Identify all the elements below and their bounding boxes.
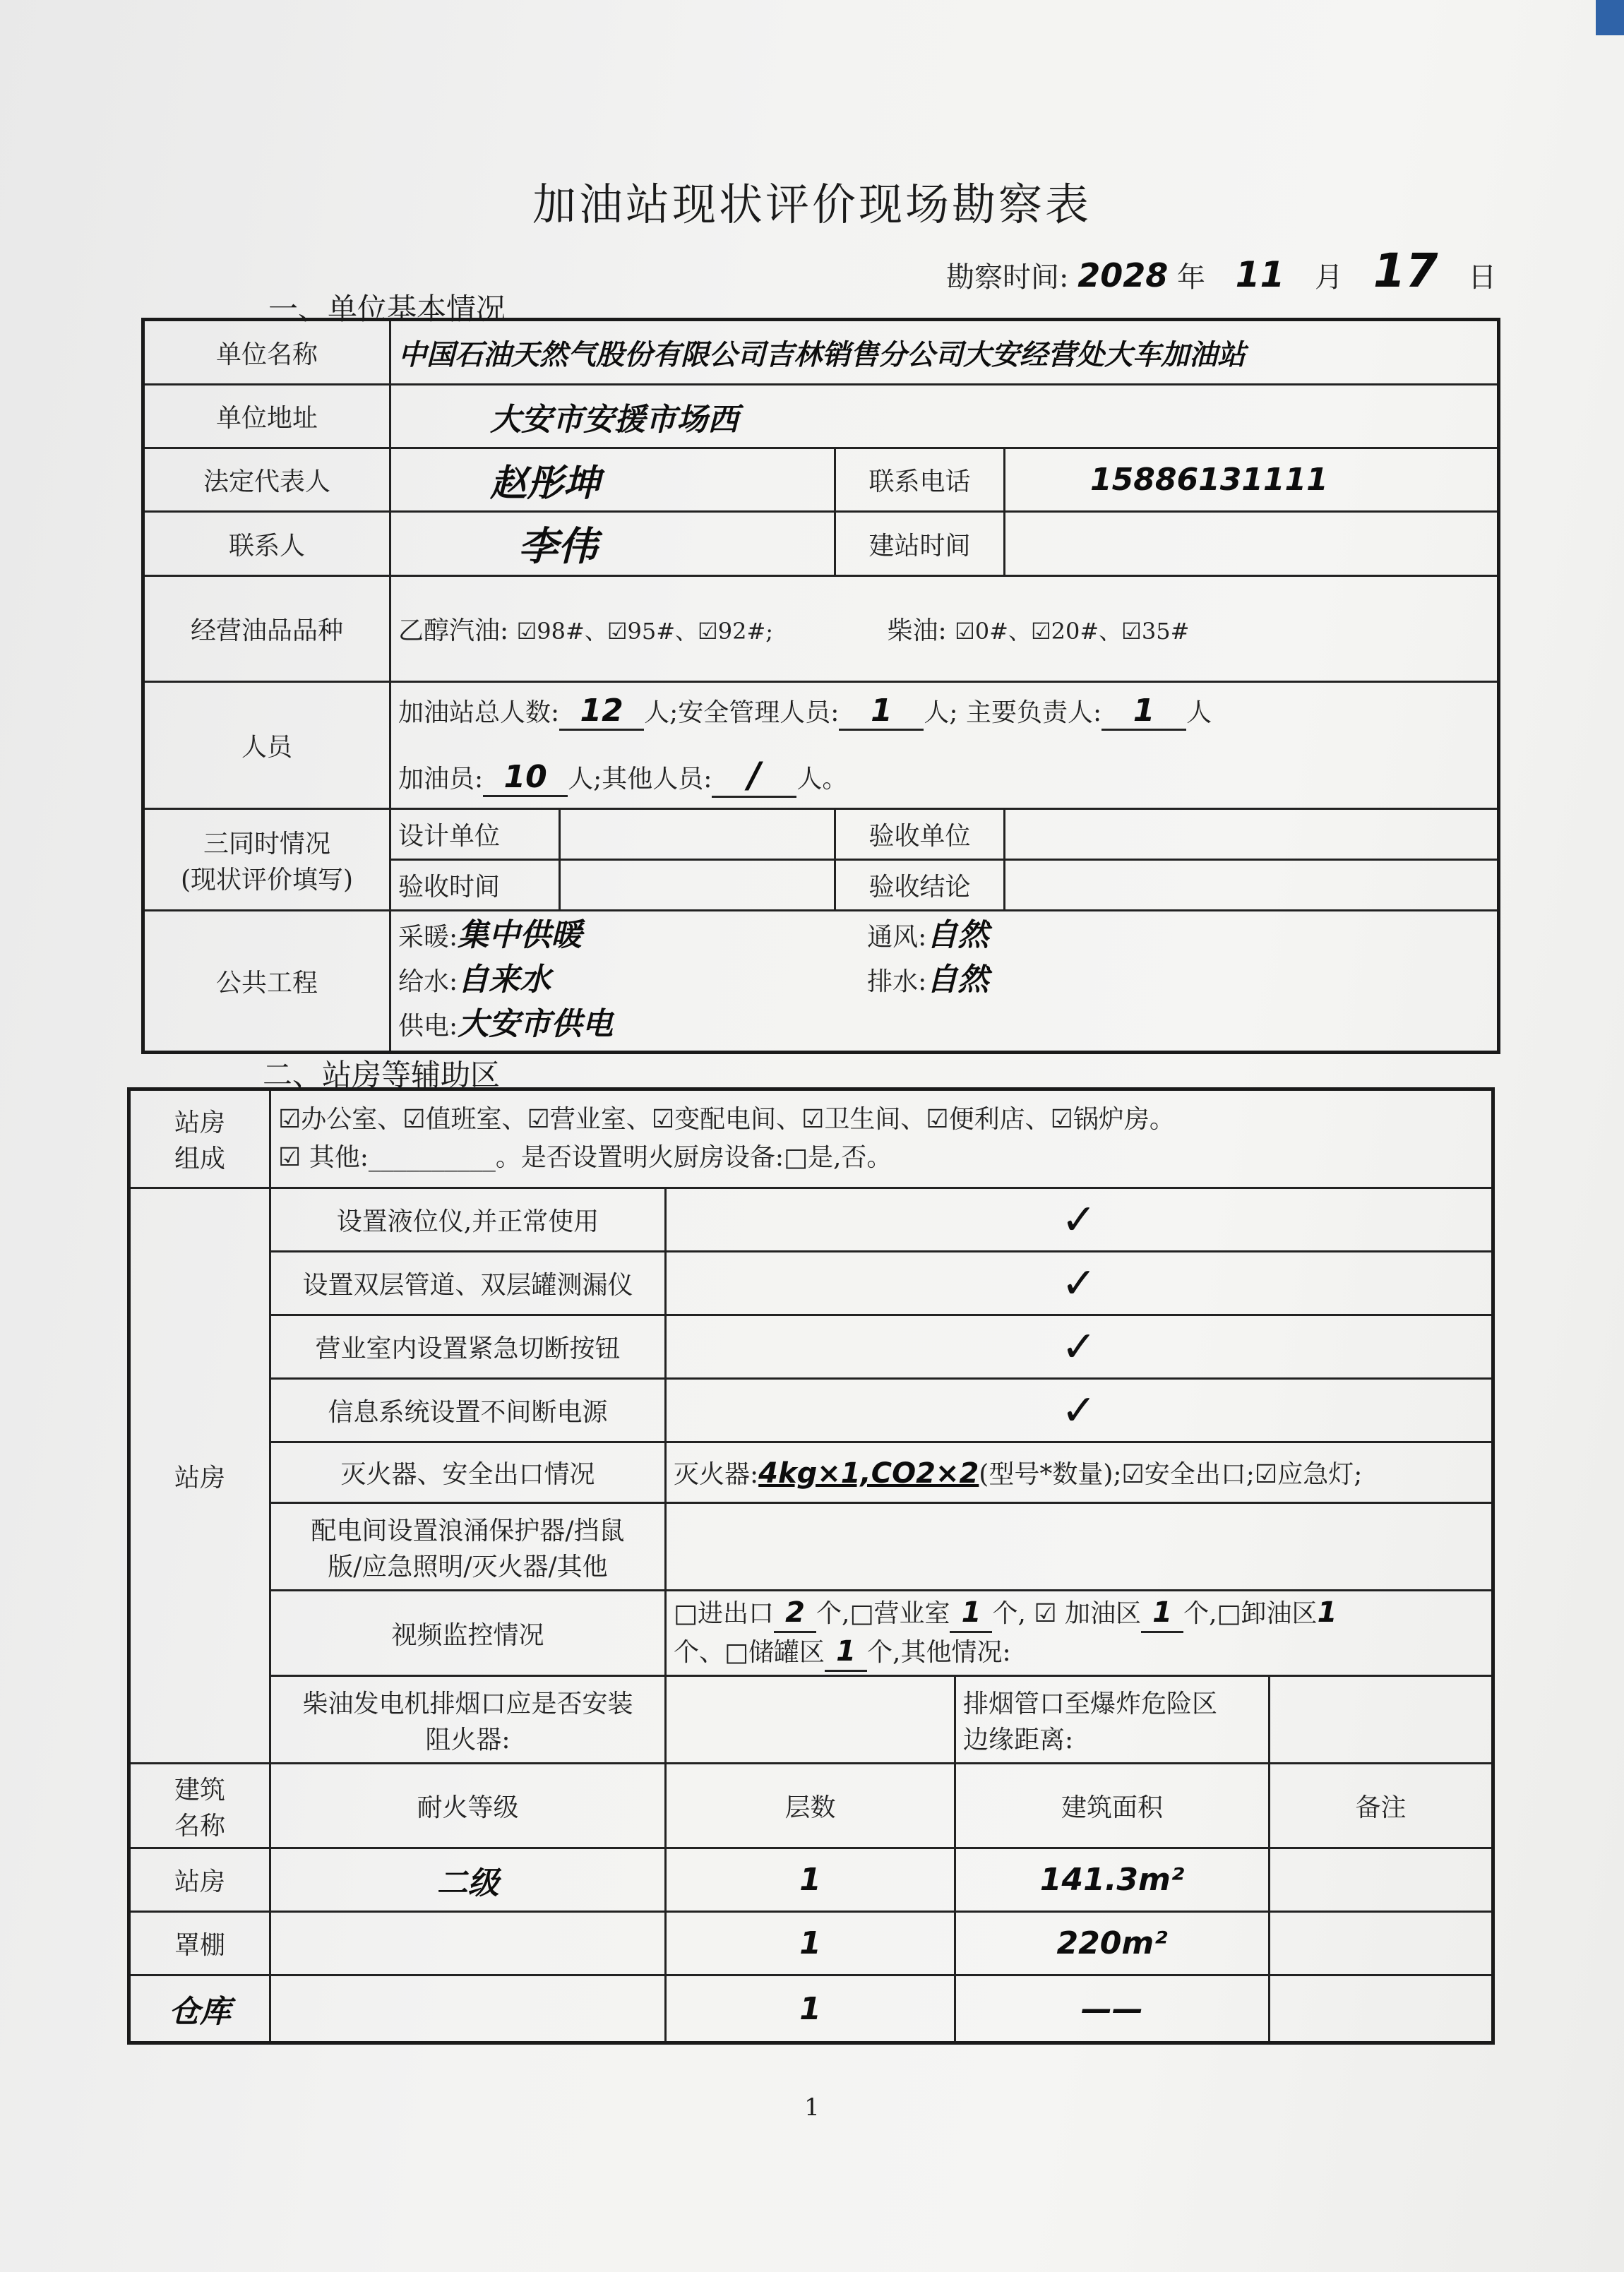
accept-conclusion-value — [1005, 860, 1499, 911]
power-room-label-line1: 配电间设置浪涌保护器/挡鼠 — [311, 1516, 625, 1545]
station-table — [127, 1087, 1495, 2045]
power-supply-value: 大安市供电 — [458, 1006, 614, 1042]
address-label: 单位地址 — [143, 385, 390, 448]
item-emergency-button-check — [666, 1315, 1493, 1379]
item-ups-label: 信息系统设置不间断电源 — [270, 1379, 666, 1442]
fire-exit-label: 灭火器、安全出口情况 — [270, 1442, 666, 1503]
diesel-label: 柴油: — [887, 616, 947, 645]
building-grade — [270, 1975, 666, 2043]
accept-time-label: 验收时间 — [390, 860, 560, 911]
table-row — [129, 1848, 1493, 1912]
building-floors: 1 — [666, 1848, 955, 1912]
survey-month: 11 — [1235, 254, 1285, 295]
building-name-header — [129, 1764, 270, 1848]
contact-label: 联系人 — [143, 512, 390, 576]
phone-label: 联系电话 — [835, 448, 1005, 512]
floors-header: 层数 — [666, 1764, 955, 1848]
ventilation-label: 通风: — [867, 923, 927, 952]
drainage-value: 自然 — [926, 962, 989, 998]
fire-exit-details — [666, 1442, 1493, 1503]
legal-rep-value: 赵彤坤 — [390, 448, 835, 512]
table-row — [129, 1912, 1493, 1975]
water-supply-label: 给水: — [398, 967, 458, 996]
video-tank-label: 个、□储罐区 — [674, 1638, 825, 1667]
composition-line2: ☑ 其他:__________。是否设置明火厨房设备:□是,否。 — [278, 1143, 892, 1172]
generator-label-line1: 柴油发电机排烟口应是否安装 — [302, 1689, 633, 1718]
composition-label — [129, 1089, 270, 1188]
oil-label: 经营油品品种 — [143, 576, 390, 682]
video-sales-label: 个,□营业室 — [816, 1599, 950, 1628]
three-label-line1: 三同时情况 — [203, 829, 330, 859]
building-remark — [1270, 1848, 1493, 1912]
public-works-label: 公共工程 — [143, 911, 390, 1053]
building-grade: 二级 — [270, 1848, 666, 1912]
ventilation-value: 自然 — [926, 917, 989, 953]
video-details — [666, 1591, 1493, 1676]
main-staff-unit: 人 — [1186, 698, 1212, 727]
fueler-value: 10 — [483, 759, 568, 797]
survey-year: 2028 — [1077, 256, 1169, 294]
item-ups-check — [666, 1379, 1493, 1442]
building-name: 站房 — [129, 1848, 270, 1912]
accept-unit-value — [1005, 809, 1499, 860]
build-time-label: 建站时间 — [835, 512, 1005, 576]
generator-label — [270, 1676, 666, 1764]
building-name: 仓库 — [129, 1975, 270, 2043]
building-grade — [270, 1912, 666, 1975]
video-unload-label: 个,□卸油区 — [1183, 1599, 1318, 1628]
power-room-value — [666, 1503, 1493, 1591]
power-supply-label: 供电: — [398, 1012, 458, 1041]
station-label: 站房 — [129, 1188, 270, 1764]
main-staff-value: 1 — [1101, 693, 1186, 731]
survey-day: 17 — [1373, 244, 1438, 298]
section1-title: 一、单位基本情况 — [268, 292, 506, 326]
building-floors: 1 — [666, 1975, 955, 2043]
main-staff-label: 人; 主要负责人: — [924, 698, 1102, 727]
check-icon: ✓ — [1061, 1322, 1097, 1372]
oil-varieties — [390, 576, 1499, 682]
survey-time — [946, 244, 1496, 298]
building-name: 罩棚 — [129, 1912, 270, 1975]
composition-label-line2: 组成 — [174, 1144, 225, 1173]
contact-value: 李伟 — [390, 512, 835, 576]
heating-label: 采暖: — [398, 923, 458, 952]
video-unload-value: 1 — [1317, 1596, 1337, 1629]
drainage-label: 排水: — [867, 967, 927, 996]
build-time-value — [1005, 512, 1499, 576]
address-value: 大安市安援市场西 — [390, 385, 1499, 448]
building-remark — [1270, 1975, 1493, 2043]
power-room-label — [270, 1503, 666, 1591]
design-unit-value — [560, 809, 835, 860]
fire-grade-header: 耐火等级 — [270, 1764, 666, 1848]
staff-details — [390, 682, 1499, 809]
composition-details — [270, 1089, 1493, 1188]
building-floors: 1 — [666, 1912, 955, 1975]
generator-value — [666, 1676, 955, 1764]
check-icon: ✓ — [1061, 1258, 1097, 1308]
check-icon: ✓ — [1061, 1195, 1097, 1245]
building-name-header-line1: 建筑 — [174, 1775, 225, 1805]
video-entry-value: 2 — [774, 1594, 816, 1633]
composition-line1: ☑办公室、☑值班室、☑营业室、☑变配电间、☑卫生间、☑便利店、☑锅炉房。 — [278, 1105, 1175, 1134]
fueler-label: 加油员: — [398, 765, 484, 794]
exhaust-label-line1: 排烟管口至爆炸危险区 — [963, 1689, 1218, 1718]
three-label-line2: (现状评价填写) — [180, 865, 354, 895]
item-leak-detector-label: 设置双层管道、双层罐测漏仪 — [270, 1252, 666, 1315]
basic-info-table — [141, 318, 1500, 1054]
exhaust-label — [955, 1676, 1270, 1764]
building-name-header-line2: 名称 — [174, 1811, 225, 1841]
total-staff-label: 加油站总人数: — [398, 698, 560, 727]
building-area: 141.3m² — [955, 1848, 1270, 1912]
section2-title: 二、站房等辅助区 — [263, 1058, 501, 1092]
remark-header: 备注 — [1270, 1764, 1493, 1848]
composition-label-line1: 站房 — [174, 1108, 225, 1137]
page-title: 加油站现状评价现场勘察表 — [532, 179, 1092, 230]
check-icon: ✓ — [1061, 1385, 1097, 1435]
three-simultaneous-label — [143, 809, 390, 911]
safety-staff-label: 人;安全管理人员: — [644, 698, 840, 727]
other-staff-value: / — [712, 755, 796, 798]
safety-staff-value: 1 — [839, 693, 924, 731]
video-entry-label: □进出口 — [674, 1599, 775, 1628]
ethanol-items: ☑98#、☑95#、☑92#; — [516, 618, 774, 645]
item-emergency-button-label: 营业室内设置紧急切断按钮 — [270, 1315, 666, 1379]
ethanol-label: 乙醇汽油: — [398, 616, 509, 645]
heating-value: 集中供暖 — [458, 917, 583, 953]
legal-rep-label: 法定代表人 — [143, 448, 390, 512]
phone-value: 15886131111 — [1005, 448, 1499, 512]
day-unit: 日 — [1468, 261, 1497, 294]
building-remark — [1270, 1912, 1493, 1975]
item-level-gauge-label: 设置液位仪,并正常使用 — [270, 1188, 666, 1252]
video-fuel-label: 个, ☑ 加油区 — [992, 1599, 1142, 1628]
power-room-label-line2: 版/应急照明/灭火器/其他 — [328, 1552, 608, 1582]
item-level-gauge-check — [666, 1188, 1493, 1252]
background-edge — [1596, 0, 1624, 35]
video-fuel-value: 1 — [1141, 1594, 1183, 1633]
water-supply-value: 自来水 — [458, 962, 551, 998]
generator-label-line2: 阻火器: — [425, 1725, 511, 1754]
page-number: 1 — [804, 2093, 820, 2122]
table-row — [129, 1975, 1493, 2043]
accept-unit-label: 验收单位 — [835, 809, 1005, 860]
accept-time-value — [560, 860, 835, 911]
accept-conclusion-label: 验收结论 — [835, 860, 1005, 911]
unit-name-value: 中国石油天然气股份有限公司吉林销售分公司大安经营处大车加油站 — [390, 320, 1499, 385]
exhaust-value — [1270, 1676, 1493, 1764]
video-tank-value: 1 — [825, 1633, 867, 1672]
extinguisher-value: 4kg×1,CO2×2 — [758, 1457, 979, 1490]
video-sales-value: 1 — [950, 1594, 992, 1633]
public-works-details — [390, 911, 1499, 1053]
unit-name-label: 单位名称 — [143, 320, 390, 385]
video-other-label: 个,其他情况: — [867, 1638, 1011, 1667]
area-header: 建筑面积 — [955, 1764, 1270, 1848]
other-staff-label: 人;其他人员: — [568, 765, 712, 794]
design-unit-label: 设计单位 — [390, 809, 560, 860]
staff-label: 人员 — [143, 682, 390, 809]
building-area: —— — [955, 1975, 1270, 2043]
exhaust-label-line2: 边缘距离: — [963, 1725, 1074, 1754]
video-label: 视频监控情况 — [270, 1591, 666, 1676]
building-area: 220m² — [955, 1912, 1270, 1975]
extinguisher-suffix: (型号*数量);☑安全出口;☑应急灯; — [979, 1460, 1363, 1489]
year-unit: 年 — [1176, 261, 1205, 294]
item-leak-detector-check — [666, 1252, 1493, 1315]
month-unit: 月 — [1314, 261, 1343, 294]
extinguisher-prefix: 灭火器: — [674, 1460, 759, 1489]
other-staff-unit: 人。 — [796, 765, 848, 794]
diesel-items: ☑0#、☑20#、☑35# — [955, 618, 1190, 645]
total-staff-value: 12 — [559, 693, 644, 731]
survey-time-label: 勘察时间: — [946, 261, 1069, 294]
